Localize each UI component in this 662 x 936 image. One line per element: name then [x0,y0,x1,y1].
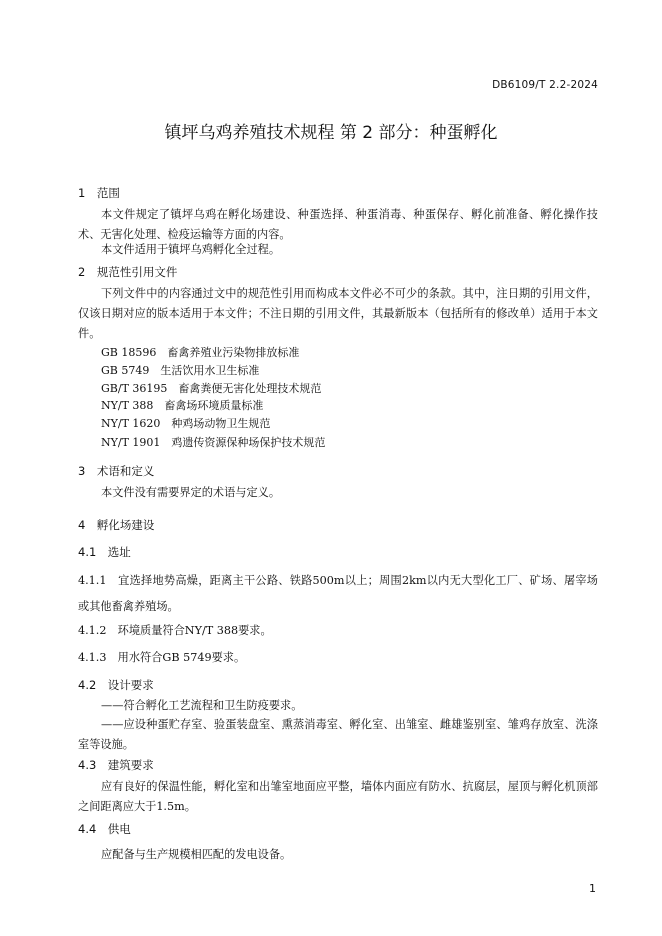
section-4-1-heading: 4.1 选址 [78,545,131,559]
clause-4-1-2: 4.1.2 环境质量符合NY/T 388要求。 [78,624,272,637]
document-title: 镇坪乌鸡养殖技术规程 第 2 部分：种蛋孵化 [164,123,498,143]
section-3-heading: 3 术语和定义 [78,464,155,478]
section-4-2-heading: 4.2 设计要求 [78,678,154,692]
reference-item: NY/T 388 畜禽场环境质量标准 [101,399,264,412]
section-2-heading: 2 规范性引用文件 [78,265,178,279]
reference-item: GB/T 36195 畜禽粪便无害化处理技术规范 [101,382,322,395]
reference-item: GB 5749 生活饮用水卫生标准 [101,364,260,377]
section-4-3-paragraph: 应有良好的保温性能，孵化室和出雏室地面应平整，墙体内面应有防水、抗腐层，屋顶与孵化机顶部之间距离应大于1.5m。 [78,780,598,813]
section-1-paragraph-2: 本文件适用于镇坪乌鸡孵化全过程。 [101,243,281,256]
section-4-4-heading: 4.4 供电 [78,822,131,836]
reference-item: NY/T 1901 鸡遗传资源保种场保护技术规范 [101,436,326,449]
reference-item: NY/T 1620 种鸡场动物卫生规范 [101,417,271,430]
reference-item: GB 18596 畜禽养殖业污染物排放标准 [101,346,300,359]
document-code: DB6109/T 2.2-2024 [492,79,598,91]
clause-4-1-1: 4.1.1 宜选择地势高燥，距离主干公路、铁路500m以上；周围2km以内无大型化工厂、矿场、屠宰场或其他畜禽养殖场。 [78,574,598,613]
section-3-paragraph-1: 本文件没有需要界定的术语与定义。 [101,486,281,499]
section-4-4-paragraph: 应配备与生产规模相匹配的发电设备。 [101,848,292,861]
section-4-heading: 4 孵化场建设 [78,518,155,532]
section-1-heading: 1 范围 [78,186,120,200]
section-4-3-heading: 4.3 建筑要求 [78,758,154,772]
design-requirement-2: ——应设种蛋贮存室、验蛋装盘室、熏蒸消毒室、孵化室、出雏室、雌雄鉴别室、雏鸡存放室、洗涤室等设施。 [78,718,598,751]
clause-4-1-3: 4.1.3 用水符合GB 5749要求。 [78,651,246,664]
section-2-paragraph-1: 下列文件中的内容通过文中的规范性引用而构成本文件必不可少的条款。其中，注日期的引用文件，仅该日期对应的版本适用于本文件；不注日期的引用文件，其最新版本（包括所有的修改单）适用于本文件。 [78,287,598,340]
page-number: 1 [589,882,596,895]
section-1-paragraph-1: 本文件规定了镇坪乌鸡在孵化场建设、种蛋选择、种蛋消毒、种蛋保存、孵化前准备、孵化操作技术、无害化处理、检疫运输等方面的内容。 [78,208,598,241]
design-requirement-1: ——符合孵化工艺流程和卫生防疫要求。 [101,699,303,712]
